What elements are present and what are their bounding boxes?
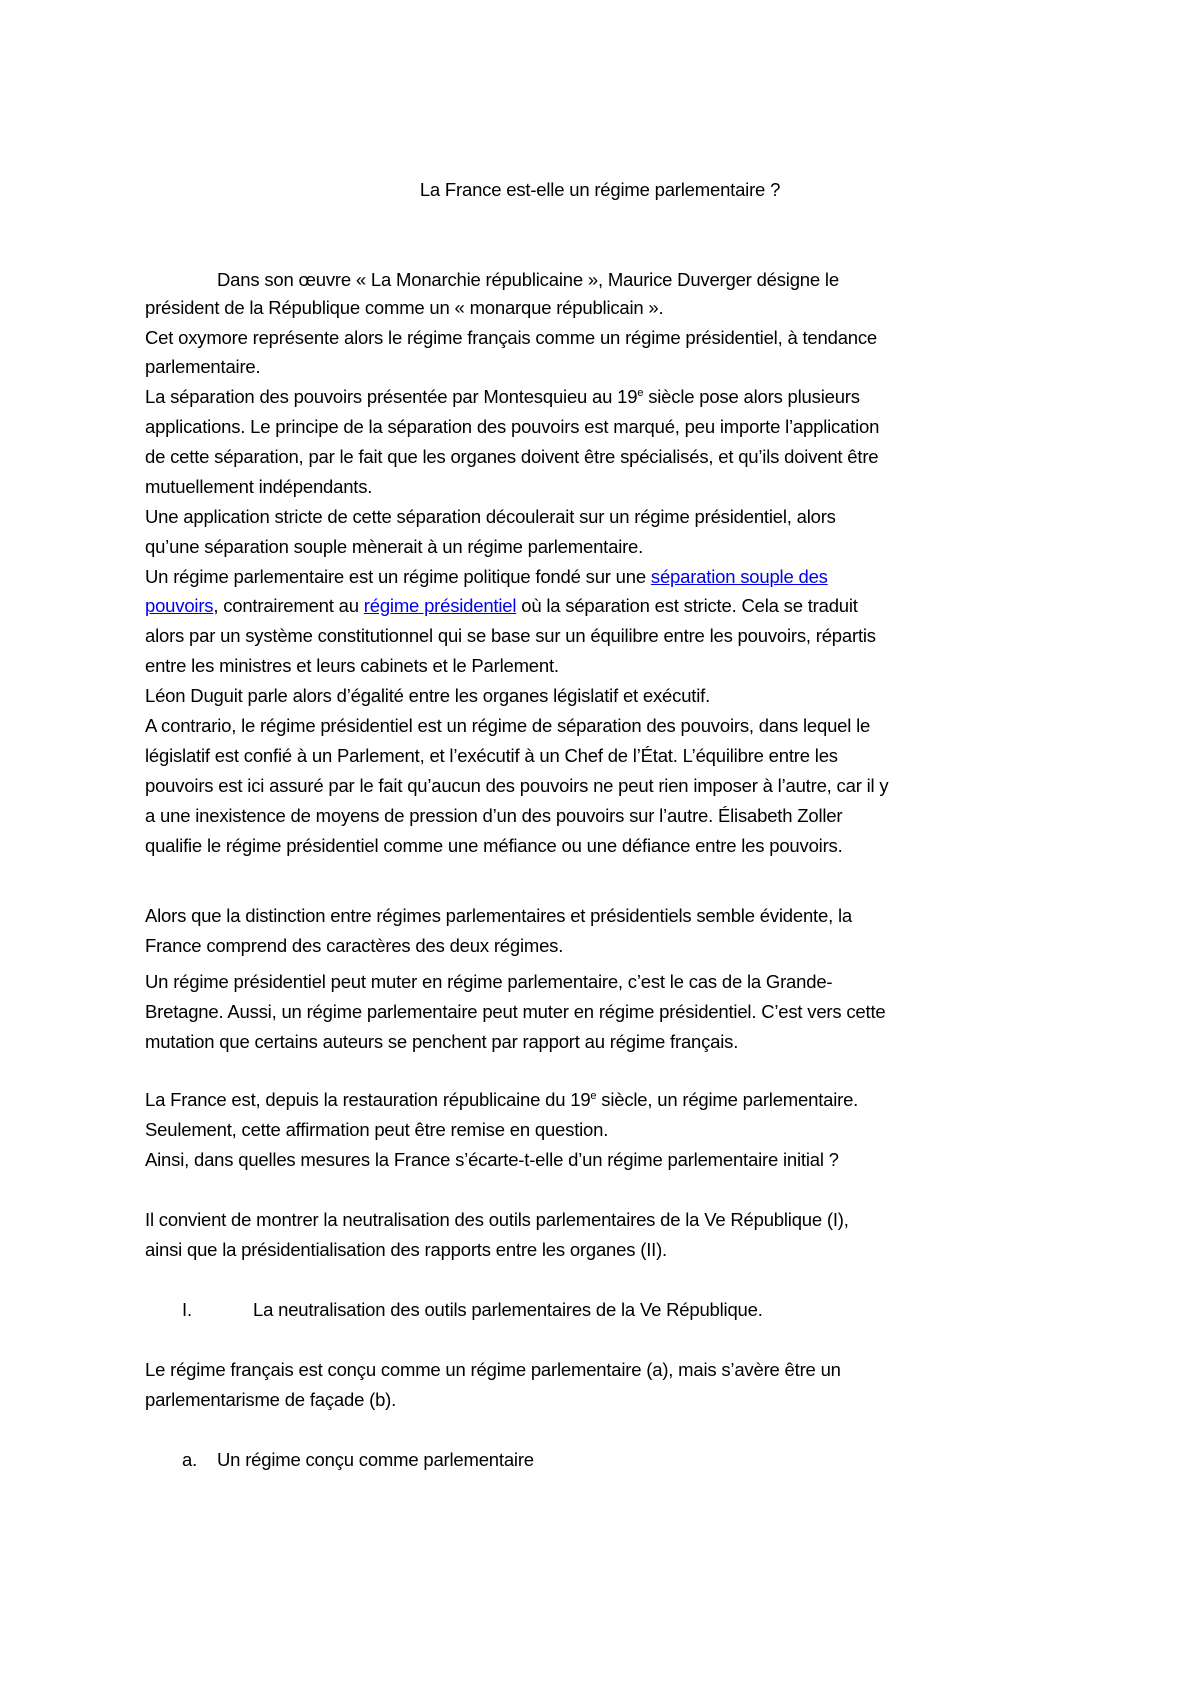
text-line: [145, 385, 860, 409]
text-segment: Une application stricte de cette séparation découlerait sur un régime présidentiel, alors: [145, 506, 836, 527]
text-line: [145, 774, 888, 798]
text-line: [145, 1388, 396, 1412]
text-segment: Ainsi, dans quelles mesures la France s’écarte-t-elle d’un régime parlementaire initial ?: [145, 1149, 839, 1170]
text-segment: parlementarisme de façade (b).: [145, 1389, 397, 1410]
text-line: [145, 1088, 858, 1112]
text-segment: I.: [182, 1299, 192, 1320]
text-segment: où la séparation est stricte. Cela se traduit: [516, 595, 858, 616]
text-line: [145, 296, 663, 320]
text-line: [145, 355, 260, 379]
text-line: [145, 624, 876, 648]
text-line: [145, 904, 852, 928]
text-line: [145, 1238, 667, 1262]
text-line: [145, 654, 559, 678]
text-segment: qu’une séparation souple mènerait à un régime parlementaire.: [145, 536, 644, 557]
text-line: [145, 475, 372, 499]
text-segment: pouvoirs est ici assuré par le fait qu’aucun des pouvoirs ne peut rien imposer à l’autre, car il y: [145, 775, 889, 796]
text-line: [145, 1030, 738, 1054]
text-line: [253, 1298, 763, 1322]
text-line: [145, 535, 643, 559]
text-line: [145, 1358, 841, 1382]
hyperlink[interactable]: séparation souple des: [650, 566, 828, 587]
text-line: [145, 1000, 885, 1024]
text-segment: Un régime parlementaire est un régime politique fondé sur une: [145, 566, 651, 587]
text-line: [182, 1448, 197, 1472]
text-line: [182, 1298, 192, 1322]
text-segment: applications. Le principe de la séparation des pouvoirs est marqué, peu importe l’application: [145, 416, 880, 437]
text-segment: , contrairement au: [213, 595, 364, 616]
text-line: [217, 268, 839, 292]
text-segment: mutuellement indépendants.: [145, 476, 373, 497]
text-segment: La neutralisation des outils parlementaires de la Ve République.: [253, 1299, 763, 1320]
hyperlink[interactable]: régime présidentiel: [363, 595, 517, 616]
text-line: [217, 1448, 534, 1472]
hyperlink[interactable]: pouvoirs: [145, 595, 214, 616]
text-line: [145, 415, 879, 439]
text-line: [145, 970, 832, 994]
text-line: [145, 834, 843, 858]
text-segment: Un régime présidentiel peut muter en régime parlementaire, c’est le cas de la Grande-: [145, 971, 833, 992]
text-line: [145, 505, 836, 529]
text-segment: Alors que la distinction entre régimes parlementaires et présidentiels semble évidente, la: [145, 905, 852, 926]
text-segment: siècle, un régime parlementaire.: [596, 1089, 859, 1110]
text-line: [145, 565, 828, 589]
text-segment: Cet oxymore représente alors le régime français comme un régime présidentiel, à tendance: [145, 327, 878, 348]
text-segment: Léon Duguit parle alors d’égalité entre les organes législatif et exécutif.: [145, 685, 711, 706]
text-line: [145, 445, 878, 469]
text-segment: La séparation des pouvoirs présentée par Montesquieu au 19: [145, 386, 638, 407]
text-segment: de cette séparation, par le fait que les organes doivent être spécialisés, et qu’ils doivent être: [145, 446, 879, 467]
text-segment: entre les ministres et leurs cabinets et le Parlement.: [145, 655, 559, 676]
text-line: [145, 1148, 839, 1172]
text-segment: A contrario, le régime présidentiel est un régime de séparation des pouvoirs, dans lequel le: [145, 715, 871, 736]
text-line: [145, 804, 842, 828]
text-segment: président de la République comme un « monarque républicain ».: [145, 297, 664, 318]
text-segment: ainsi que la présidentialisation des rapports entre les organes (II).: [145, 1239, 667, 1260]
text-segment: Dans son œuvre « La Monarchie républicaine », Maurice Duverger désigne le: [217, 269, 839, 290]
document-title: La France est-elle un régime parlementaire ?: [419, 179, 781, 200]
text-segment: a.: [182, 1449, 198, 1470]
text-segment: alors par un système constitutionnel qui se base sur un équilibre entre les pouvoirs, répartis: [145, 625, 876, 646]
text-segment: parlementaire.: [145, 356, 261, 377]
text-segment: Bretagne. Aussi, un régime parlementaire peut muter en régime présidentiel. C’est vers cette: [145, 1001, 886, 1022]
text-segment: législatif est confié à un Parlement, et l’exécutif à un Chef de l’État. L’équilibre entre les: [145, 745, 838, 766]
text-segment: Un régime conçu comme parlementaire: [217, 1449, 534, 1470]
text-segment: La France est, depuis la restauration républicaine du 19: [145, 1089, 591, 1110]
text-line: [145, 594, 858, 618]
text-line: [145, 1208, 849, 1232]
text-line: [145, 714, 870, 738]
superscript: e: [637, 386, 644, 399]
text-segment: a une inexistence de moyens de pression d’un des pouvoirs sur l’autre. Élisabeth Zoller: [145, 805, 843, 826]
text-line: [145, 326, 877, 350]
superscript: e: [590, 1089, 597, 1102]
text-segment: Le régime français est conçu comme un régime parlementaire (a), mais s’avère être un: [145, 1359, 841, 1380]
text-segment: qualifie le régime présidentiel comme une méfiance ou une défiance entre les pouvoirs.: [145, 835, 843, 856]
text-segment: mutation que certains auteurs se penchent par rapport au régime français.: [145, 1031, 739, 1052]
text-segment: Seulement, cette affirmation peut être remise en question.: [145, 1119, 609, 1140]
text-line: [145, 934, 563, 958]
text-line: [145, 684, 710, 708]
text-segment: siècle pose alors plusieurs: [643, 386, 860, 407]
text-segment: Il convient de montrer la neutralisation des outils parlementaires de la Ve République (I),: [145, 1209, 849, 1230]
text-line: [145, 744, 838, 768]
text-line: [145, 1118, 608, 1142]
text-segment: France comprend des caractères des deux régimes.: [145, 935, 564, 956]
